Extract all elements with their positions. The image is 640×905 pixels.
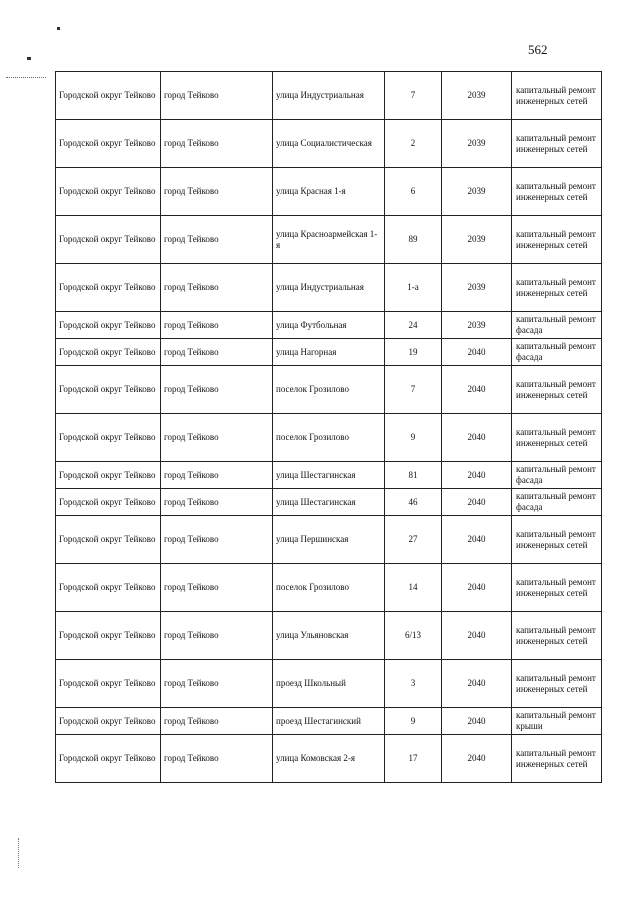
street-cell: улица Социалистическая [273, 120, 385, 168]
year-cell: 2039 [442, 168, 512, 216]
municipality-cell: Городской округ Тейково [56, 339, 161, 366]
house-number-cell: 1-а [385, 264, 442, 312]
work-type-cell: капитальный ремонт инженерных сетей [512, 564, 602, 612]
street-cell: улица Красноармейская 1-я [273, 216, 385, 264]
work-type-cell: капитальный ремонт инженерных сетей [512, 168, 602, 216]
year-cell: 2040 [442, 414, 512, 462]
street-cell: улица Першинская [273, 516, 385, 564]
table-row [56, 366, 602, 414]
table-row [56, 564, 602, 612]
work-type-cell: капитальный ремонт фасада [512, 489, 602, 516]
table-body [56, 72, 602, 783]
house-number-cell: 9 [385, 414, 442, 462]
year-cell: 2040 [442, 708, 512, 735]
house-number-cell: 3 [385, 660, 442, 708]
work-type-cell: капитальный ремонт инженерных сетей [512, 612, 602, 660]
year-cell: 2040 [442, 660, 512, 708]
house-number-cell: 19 [385, 339, 442, 366]
municipality-cell: Городской округ Тейково [56, 708, 161, 735]
street-cell: улица Индустриальная [273, 72, 385, 120]
house-number-cell: 46 [385, 489, 442, 516]
settlement-cell: город Тейково [161, 312, 273, 339]
table-row [56, 735, 602, 783]
work-type-cell: капитальный ремонт инженерных сетей [512, 72, 602, 120]
settlement-cell: город Тейково [161, 120, 273, 168]
work-type-cell: капитальный ремонт инженерных сетей [512, 264, 602, 312]
year-cell: 2039 [442, 216, 512, 264]
table-row [56, 216, 602, 264]
table-row [56, 462, 602, 489]
settlement-cell: город Тейково [161, 516, 273, 564]
work-type-cell: капитальный ремонт инженерных сетей [512, 660, 602, 708]
scan-artifact-line [6, 77, 46, 78]
municipality-cell: Городской округ Тейково [56, 216, 161, 264]
scan-speck [57, 27, 60, 30]
street-cell: поселок Грозилово [273, 366, 385, 414]
scan-speck [27, 57, 31, 60]
table-row [56, 168, 602, 216]
settlement-cell: город Тейково [161, 414, 273, 462]
house-number-cell: 81 [385, 462, 442, 489]
municipality-cell: Городской округ Тейково [56, 612, 161, 660]
work-type-cell: капитальный ремонт инженерных сетей [512, 216, 602, 264]
settlement-cell: город Тейково [161, 462, 273, 489]
year-cell: 2039 [442, 264, 512, 312]
house-number-cell: 7 [385, 72, 442, 120]
street-cell: проезд Школьный [273, 660, 385, 708]
work-type-cell: капитальный ремонт крыши [512, 708, 602, 735]
year-cell: 2039 [442, 120, 512, 168]
work-type-cell: капитальный ремонт фасада [512, 339, 602, 366]
house-number-cell: 89 [385, 216, 442, 264]
house-number-cell: 2 [385, 120, 442, 168]
house-number-cell: 6/13 [385, 612, 442, 660]
street-cell: поселок Грозилово [273, 564, 385, 612]
year-cell: 2040 [442, 516, 512, 564]
work-type-cell: капитальный ремонт инженерных сетей [512, 735, 602, 783]
year-cell: 2040 [442, 366, 512, 414]
municipality-cell: Городской округ Тейково [56, 516, 161, 564]
house-number-cell: 17 [385, 735, 442, 783]
table-row [56, 312, 602, 339]
municipality-cell: Городской округ Тейково [56, 72, 161, 120]
work-type-cell: капитальный ремонт инженерных сетей [512, 120, 602, 168]
table-row [56, 264, 602, 312]
house-number-cell: 6 [385, 168, 442, 216]
settlement-cell: город Тейково [161, 735, 273, 783]
house-number-cell: 7 [385, 366, 442, 414]
table-row [56, 660, 602, 708]
table-row [56, 414, 602, 462]
work-type-cell: капитальный ремонт инженерных сетей [512, 516, 602, 564]
settlement-cell: город Тейково [161, 216, 273, 264]
year-cell: 2040 [442, 612, 512, 660]
municipality-cell: Городской округ Тейково [56, 264, 161, 312]
street-cell: улица Футбольная [273, 312, 385, 339]
house-number-cell: 9 [385, 708, 442, 735]
year-cell: 2040 [442, 339, 512, 366]
work-type-cell: капитальный ремонт инженерных сетей [512, 414, 602, 462]
municipality-cell: Городской округ Тейково [56, 366, 161, 414]
municipality-cell: Городской округ Тейково [56, 414, 161, 462]
street-cell: улица Комовская 2-я [273, 735, 385, 783]
street-cell: улица Шестагинская [273, 489, 385, 516]
street-cell: улица Нагорная [273, 339, 385, 366]
street-cell: улица Индустриальная [273, 264, 385, 312]
municipality-cell: Городской округ Тейково [56, 168, 161, 216]
work-type-cell: капитальный ремонт инженерных сетей [512, 366, 602, 414]
table-row [56, 612, 602, 660]
street-cell: проезд Шестагинский [273, 708, 385, 735]
table-row [56, 489, 602, 516]
settlement-cell: город Тейково [161, 264, 273, 312]
page-number: 562 [528, 42, 548, 57]
settlement-cell: город Тейково [161, 339, 273, 366]
street-cell: улица Красная 1-я [273, 168, 385, 216]
scan-artifact-marks [18, 838, 21, 868]
municipality-cell: Городской округ Тейково [56, 462, 161, 489]
municipality-cell: Городской округ Тейково [56, 660, 161, 708]
street-cell: улица Ульяновская [273, 612, 385, 660]
house-number-cell: 14 [385, 564, 442, 612]
table-row [56, 708, 602, 735]
street-cell: поселок Грозилово [273, 414, 385, 462]
settlement-cell: город Тейково [161, 72, 273, 120]
house-number-cell: 24 [385, 312, 442, 339]
house-number-cell: 27 [385, 516, 442, 564]
street-cell: улица Шестагинская [273, 462, 385, 489]
work-type-cell: капитальный ремонт фасада [512, 312, 602, 339]
year-cell: 2040 [442, 564, 512, 612]
municipality-cell: Городской округ Тейково [56, 120, 161, 168]
municipality-cell: Городской округ Тейково [56, 735, 161, 783]
year-cell: 2040 [442, 735, 512, 783]
municipality-cell: Городской округ Тейково [56, 489, 161, 516]
table-row [56, 72, 602, 120]
settlement-cell: город Тейково [161, 366, 273, 414]
work-type-cell: капитальный ремонт фасада [512, 462, 602, 489]
municipality-cell: Городской округ Тейково [56, 312, 161, 339]
year-cell: 2040 [442, 462, 512, 489]
settlement-cell: город Тейково [161, 660, 273, 708]
repair-schedule-table [55, 71, 602, 783]
settlement-cell: город Тейково [161, 489, 273, 516]
year-cell: 2039 [442, 312, 512, 339]
settlement-cell: город Тейково [161, 564, 273, 612]
year-cell: 2040 [442, 489, 512, 516]
table-row [56, 516, 602, 564]
table-row [56, 339, 602, 366]
settlement-cell: город Тейково [161, 612, 273, 660]
year-cell: 2039 [442, 72, 512, 120]
table-row [56, 120, 602, 168]
municipality-cell: Городской округ Тейково [56, 564, 161, 612]
settlement-cell: город Тейково [161, 708, 273, 735]
settlement-cell: город Тейково [161, 168, 273, 216]
